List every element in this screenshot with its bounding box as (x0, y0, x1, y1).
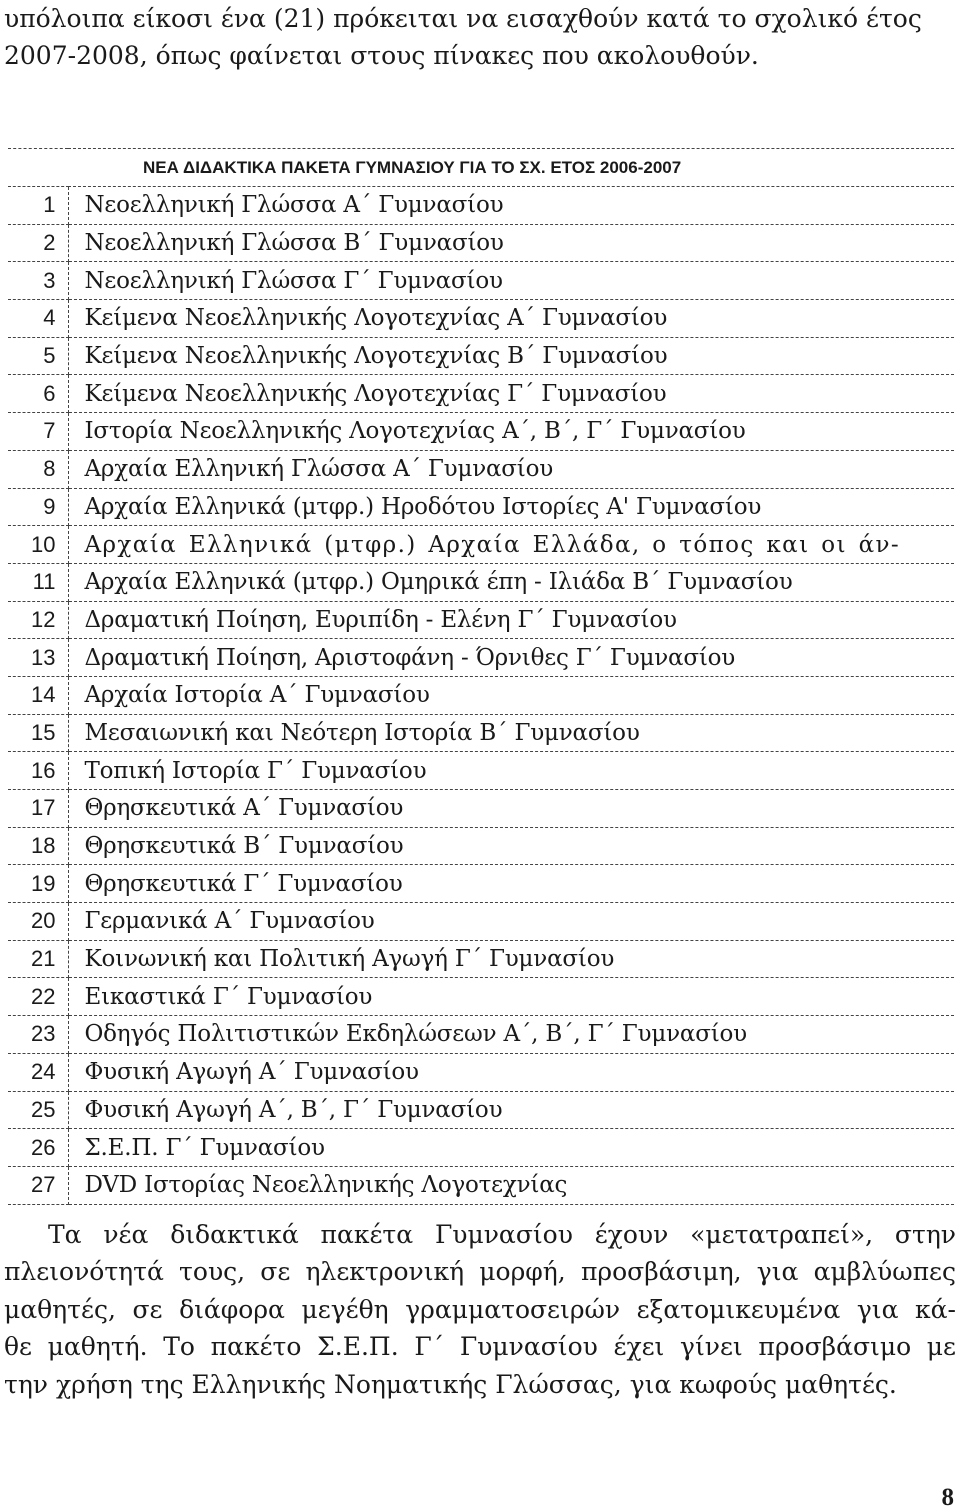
table-row (8, 450, 954, 488)
row-title: Τοπική Ιστορία Γ΄ Γυμνασίου (68, 752, 954, 790)
row-title: Νεοελληνική Γλώσσα Α΄ Γυμνασίου (68, 187, 954, 225)
paragraph-line: μαθητές, σε διάφορα μεγέθη γραμματοσειρών εξατομικευμένα για κά- (4, 1294, 956, 1324)
row-number: 20 (8, 903, 68, 941)
row-title: Νεοελληνική Γλώσσα Γ΄ Γυμνασίου (68, 262, 954, 300)
table-row (8, 903, 954, 941)
row-number: 24 (8, 1053, 68, 1091)
row-title: Θρησκευτικά Γ΄ Γυμνασίου (68, 865, 954, 903)
row-number: 13 (8, 639, 68, 677)
textbooks-table (8, 148, 954, 1205)
row-number: 4 (8, 300, 68, 338)
table-body (8, 187, 954, 1205)
row-title: Θρησκευτικά Β΄ Γυμνασίου (68, 827, 954, 865)
row-title: Κείμενα Νεοελληνικής Λογοτεχνίας Γ΄ Γυμνασίου (68, 375, 954, 413)
row-title: Αρχαία Ελληνικά (μτφρ.) Ομηρικά έπη - Ιλιάδα Β΄ Γυμνασίου (68, 563, 954, 601)
row-number: 23 (8, 1016, 68, 1054)
table-row (8, 940, 954, 978)
row-number: 11 (8, 563, 68, 601)
table-row (8, 262, 954, 300)
row-title: Αρχαία Ιστορία Α΄ Γυμνασίου (68, 676, 954, 714)
row-title: Θρησκευτικά Α΄ Γυμνασίου (68, 790, 954, 828)
row-title: Φυσική Αγωγή Α΄ Γυμνασίου (68, 1053, 954, 1091)
row-title: Κείμενα Νεοελληνικής Λογοτεχνίας Β΄ Γυμνασίου (68, 337, 954, 375)
table-row (8, 676, 954, 714)
intro-line: 2007-2008, όπως φαίνεται στους πίνακες που ακολουθούν. (4, 41, 759, 70)
row-number: 5 (8, 337, 68, 375)
row-number: 16 (8, 752, 68, 790)
table-header-row (8, 149, 954, 187)
intro-paragraph (4, 0, 954, 74)
row-number: 1 (8, 187, 68, 225)
paragraph-line: θε μαθητή. Το πακέτο Σ.Ε.Π. Γ΄ Γυμνασίου έχει γίνει προσβάσιμο με (4, 1332, 956, 1362)
row-title: Αρχαία Ελληνική Γλώσσα Α΄ Γυμνασίου (68, 450, 954, 488)
row-number: 2 (8, 224, 68, 262)
table-row (8, 1053, 954, 1091)
table-row (8, 790, 954, 828)
row-title: Οδηγός Πολιτιστικών Εκδηλώσεων Α΄, Β΄, Γ΄ Γυμνασίου (68, 1016, 954, 1054)
row-number: 17 (8, 790, 68, 828)
row-number: 6 (8, 375, 68, 413)
table-row (8, 413, 954, 451)
table-row (8, 300, 954, 338)
row-title: Αρχαία Ελληνικά (μτφρ.) Ηροδότου Ιστορίες Α' Γυμνασίου (68, 488, 954, 526)
row-number: 9 (8, 488, 68, 526)
body-paragraph (4, 1216, 956, 1403)
paragraph-line: την χρήση της Ελληνικής Νοηματικής Γλώσσας, για κωφούς μαθητές. (4, 1369, 897, 1399)
page-number: 8 (941, 1484, 954, 1511)
row-number: 15 (8, 714, 68, 752)
table-row (8, 714, 954, 752)
table-row (8, 827, 954, 865)
row-number: 22 (8, 978, 68, 1016)
row-number: 3 (8, 262, 68, 300)
table-row (8, 1166, 954, 1204)
table-row (8, 1129, 954, 1167)
row-number: 7 (8, 413, 68, 451)
paragraph-line: πλειονότητά τους, σε ηλεκτρονική μορφή, προσβάσιμη, για αμβλύωπες (4, 1257, 956, 1287)
row-number: 8 (8, 450, 68, 488)
table-row (8, 639, 954, 677)
row-title: DVD Ιστορίας Νεοελληνικής Λογοτεχνίας (68, 1166, 954, 1204)
row-title: Εικαστικά Γ΄ Γυμνασίου (68, 978, 954, 1016)
paragraph-line: Τα νέα διδακτικά πακέτα Γυμνασίου έχουν «μετατραπεί», στην (48, 1220, 956, 1249)
row-title: Νεοελληνική Γλώσσα Β΄ Γυμνασίου (68, 224, 954, 262)
row-number: 19 (8, 865, 68, 903)
row-number: 21 (8, 940, 68, 978)
row-title: Δραματική Ποίηση, Αριστοφάνη - Όρνιθες Γ΄ Γυμνασίου (68, 639, 954, 677)
intro-line: υπόλοιπα είκοσι ένα (21) πρόκειται να εισαχθούν κατά το σχολικό έτος (4, 4, 922, 33)
row-title: Δραματική Ποίηση, Ευριπίδη - Ελένη Γ΄ Γυμνασίου (68, 601, 954, 639)
row-number: 25 (8, 1091, 68, 1129)
row-number: 12 (8, 601, 68, 639)
table-row (8, 865, 954, 903)
row-number: 18 (8, 827, 68, 865)
row-number: 26 (8, 1129, 68, 1167)
table-row (8, 978, 954, 1016)
table-row (8, 1016, 954, 1054)
row-title: Κοινωνική και Πολιτική Αγωγή Γ΄ Γυμνασίου (68, 940, 954, 978)
table-heading: ΝΕΑ ΔΙΔΑΚΤΙΚΑ ΠΑΚΕΤΑ ΓΥΜΝΑΣΙΟΥ ΓΙΑ ΤΟ ΣΧ. ΕΤΟΣ 2006-2007 (8, 149, 954, 187)
table-row (8, 187, 954, 225)
row-number: 14 (8, 676, 68, 714)
row-title: Σ.Ε.Π. Γ΄ Γυμνασίου (68, 1129, 954, 1167)
table-row (8, 337, 954, 375)
row-title: Αρχαία Ελληνικά (μτφρ.) Αρχαία Ελλάδα, ο τόπος και οι άν- (68, 526, 954, 564)
table-row (8, 752, 954, 790)
table-row (8, 563, 954, 601)
table-row (8, 375, 954, 413)
row-title: Μεσαιωνική και Νεότερη Ιστορία Β΄ Γυμνασίου (68, 714, 954, 752)
row-title: Γερμανικά Α΄ Γυμνασίου (68, 903, 954, 941)
row-number: 10 (8, 526, 68, 564)
row-title: Κείμενα Νεοελληνικής Λογοτεχνίας Α΄ Γυμνασίου (68, 300, 954, 338)
row-title: Φυσική Αγωγή Α΄, Β΄, Γ΄ Γυμνασίου (68, 1091, 954, 1129)
table-row (8, 224, 954, 262)
row-title: Ιστορία Νεοελληνικής Λογοτεχνίας Α΄, Β΄, Γ΄ Γυμνασίου (68, 413, 954, 451)
table-row (8, 526, 954, 564)
table-row (8, 488, 954, 526)
table-row (8, 601, 954, 639)
row-number: 27 (8, 1166, 68, 1204)
table-row (8, 1091, 954, 1129)
